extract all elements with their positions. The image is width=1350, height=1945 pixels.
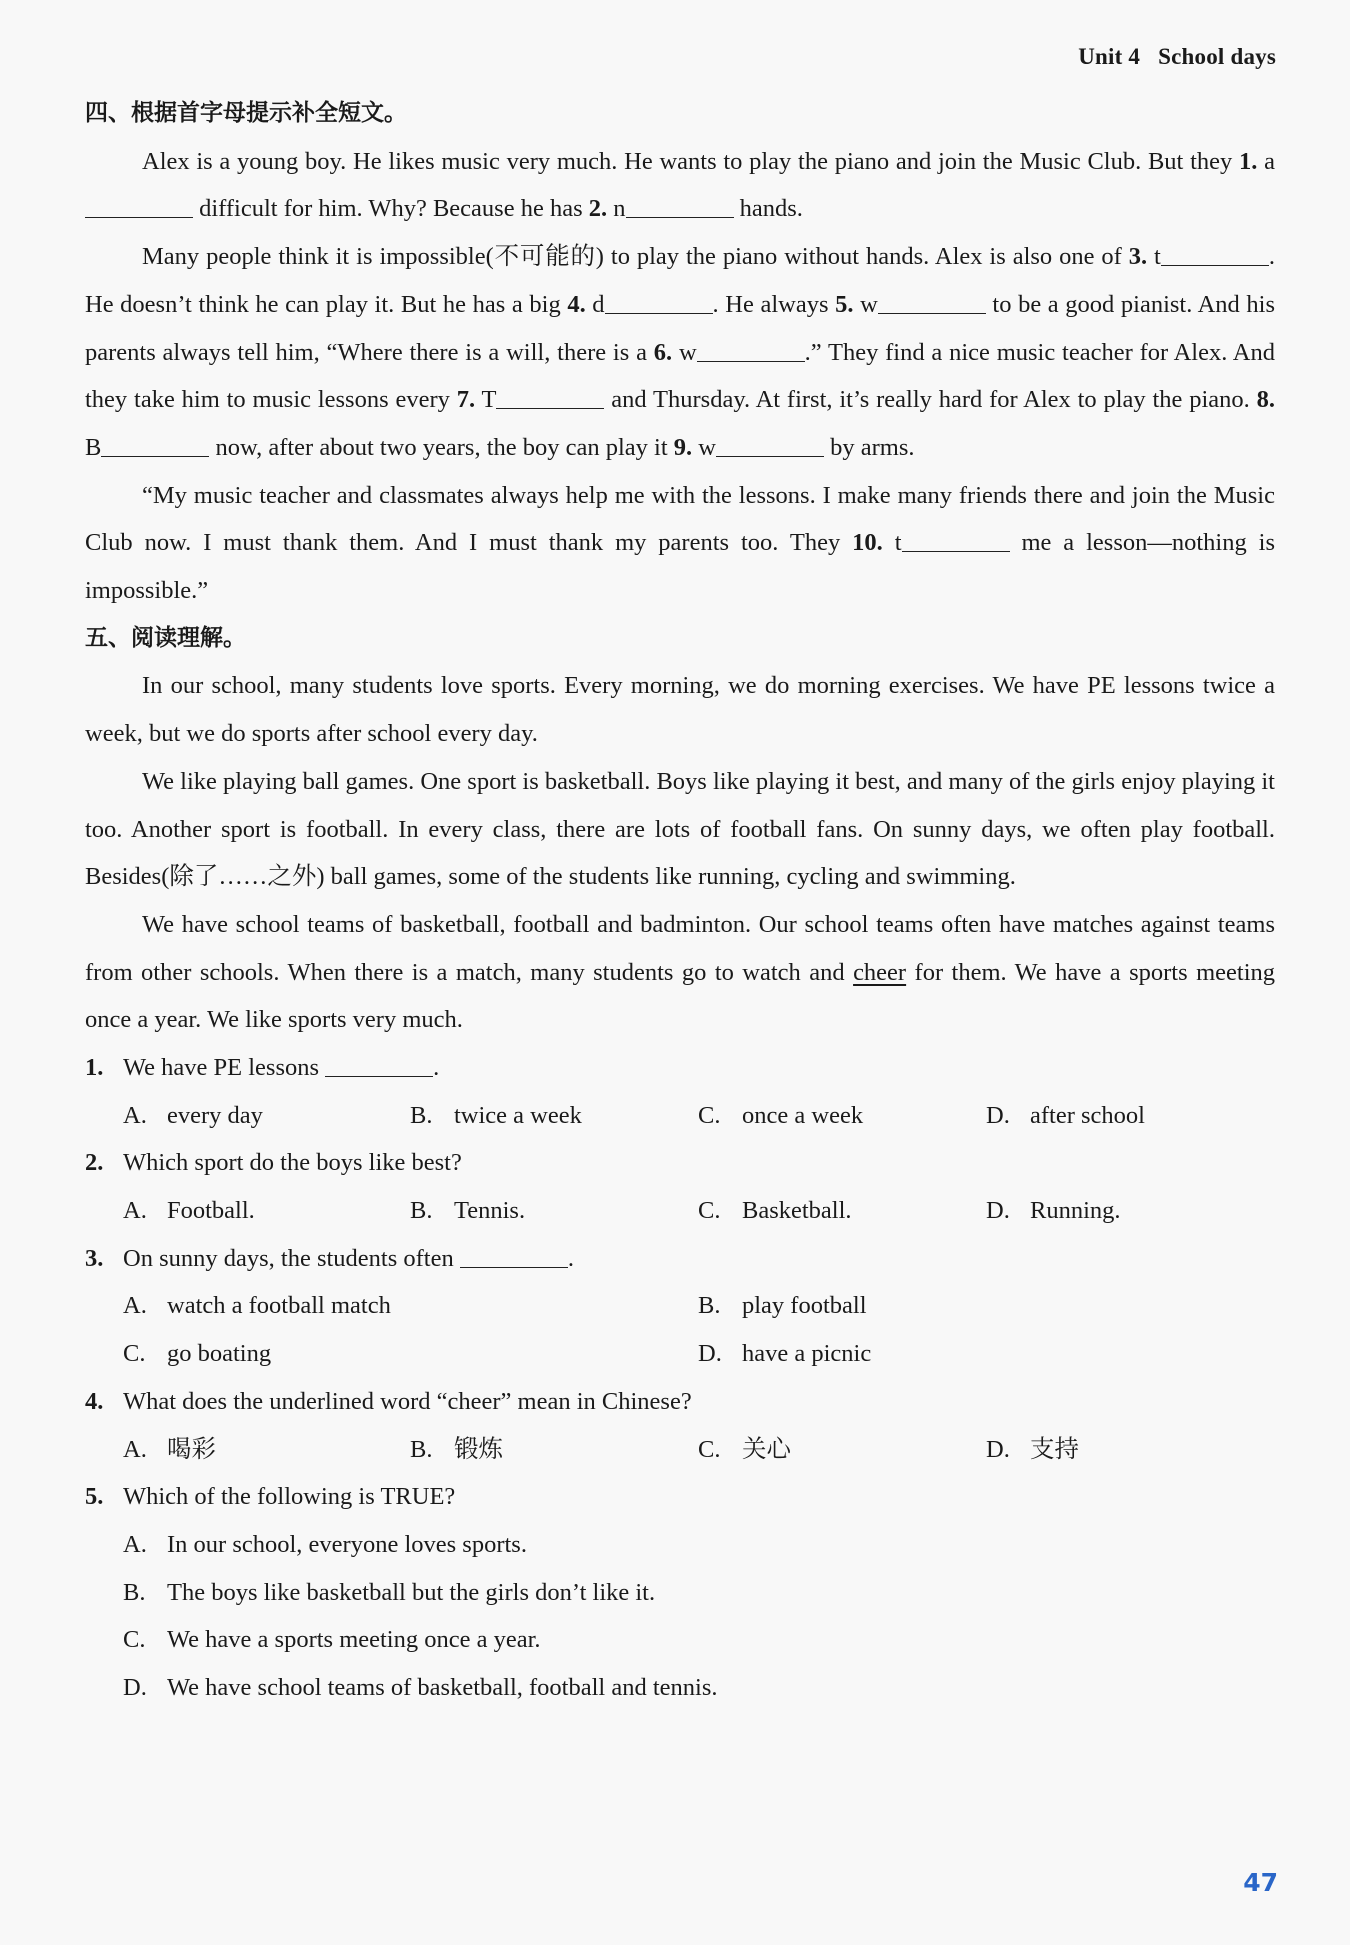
question-number: 3.	[85, 1244, 104, 1272]
unit-label: Unit 4	[1078, 44, 1141, 69]
passage-text: by arms.	[824, 433, 915, 461]
section-4-title: 四、根据首字母提示补全短文。	[85, 100, 407, 126]
options-row	[85, 1330, 1275, 1378]
option-letter: B.	[698, 1292, 721, 1320]
option-text: Basketball.	[742, 1197, 852, 1225]
answer-blank[interactable]	[878, 291, 986, 314]
unit-title: School days	[1158, 44, 1276, 69]
blank-number: 5.	[835, 290, 854, 318]
option-letter: C.	[698, 1197, 721, 1225]
section-4-passage	[85, 138, 1275, 615]
answer-blank[interactable]	[496, 386, 604, 409]
page-number: 47	[1243, 1868, 1278, 1897]
answer-option[interactable]	[123, 1674, 717, 1701]
question-end: .	[433, 1054, 440, 1082]
option-letter: A.	[123, 1197, 147, 1225]
options-row	[85, 1092, 1275, 1140]
option-text: after school	[1030, 1101, 1145, 1129]
answer-option[interactable]	[410, 1092, 582, 1140]
question-text: Which of the following is TRUE?	[123, 1483, 456, 1511]
option-letter: C.	[123, 1626, 146, 1654]
passage-text: In our school, many students love sports. Every morning, we do morning exercises. We have PE lessons twice a week, but we do sports after school every day.	[85, 672, 1275, 748]
option-text: 关心	[742, 1435, 791, 1463]
answer-option[interactable]	[123, 1187, 255, 1235]
answer-option[interactable]	[698, 1092, 863, 1140]
passage-text: “My music teacher and classmates always help me with the lessons. I make many friends there and join the Music Club now. I must thank them. And I must thank my parents too. They	[85, 481, 1275, 557]
answer-blank[interactable]	[626, 195, 734, 218]
passage-text: for them. We have a sports meeting once a year. We like sports very much.	[85, 958, 1275, 1034]
question-stem	[85, 1473, 1275, 1521]
option-text: twice a week	[454, 1101, 582, 1129]
blank-number: 8.	[1256, 386, 1276, 414]
section5-paragraph	[85, 901, 1275, 1044]
option-text: play football	[742, 1292, 867, 1320]
option-text: The boys like basketball but the girls don’t like it.	[167, 1578, 656, 1606]
option-text: every day	[167, 1101, 263, 1129]
blank-number: 4.	[567, 290, 586, 318]
blank-number: 6.	[653, 338, 673, 366]
option-letter: A.	[123, 1530, 147, 1558]
option-letter: C.	[698, 1435, 721, 1463]
section-5-passage	[85, 662, 1275, 1044]
option-letter: B.	[410, 1435, 433, 1463]
passage-text: w	[692, 433, 716, 461]
option-letter: D.	[986, 1101, 1010, 1129]
options-row	[85, 1664, 1275, 1712]
passage-text: n	[607, 195, 626, 223]
option-letter: A.	[123, 1101, 147, 1129]
passage-text: . He always	[712, 290, 836, 318]
option-text: go boating	[167, 1340, 272, 1368]
option-letter: A.	[123, 1292, 147, 1320]
passage-text: .” They find a nice music teacher for Alex. And they take him to music lessons every	[85, 338, 1275, 414]
question-stem	[85, 1044, 1275, 1092]
passage-text: difficult for him. Why? Because he has	[193, 195, 589, 223]
passage-text: a	[1257, 147, 1275, 175]
answer-option[interactable]	[123, 1626, 541, 1653]
answer-blank[interactable]	[697, 339, 805, 362]
answer-option[interactable]	[410, 1187, 525, 1235]
section-5-title: 五、阅读理解。	[85, 624, 246, 651]
answer-blank[interactable]	[1161, 243, 1269, 266]
answer-blank[interactable]	[101, 434, 209, 457]
answer-option[interactable]	[123, 1330, 271, 1378]
section4-paragraph	[85, 472, 1275, 615]
option-text: Running.	[1030, 1197, 1121, 1225]
answer-option[interactable]	[698, 1282, 867, 1330]
question-number: 4.	[85, 1387, 104, 1415]
answer-blank[interactable]	[716, 434, 824, 457]
option-letter: C.	[698, 1101, 721, 1129]
section5-paragraph	[85, 758, 1275, 901]
option-text: once a week	[742, 1101, 864, 1129]
option-text: We have school teams of basketball, football and tennis.	[167, 1673, 718, 1701]
answer-option[interactable]	[698, 1187, 852, 1235]
option-text: 锻炼	[454, 1435, 503, 1463]
answer-blank[interactable]	[325, 1054, 433, 1077]
question-number: 1.	[85, 1054, 104, 1082]
question-number: 2.	[85, 1149, 104, 1177]
option-letter: D.	[986, 1197, 1010, 1225]
answer-option[interactable]	[698, 1330, 871, 1378]
answer-option[interactable]	[123, 1579, 655, 1606]
option-text: have a picnic	[742, 1340, 872, 1368]
option-letter: D.	[986, 1435, 1010, 1463]
passage-text: . He doesn’t think he can play it. But he has a big	[85, 243, 1275, 318]
question-list	[85, 1044, 1275, 1712]
passage-text: Alex is a young boy. He likes music very much. He wants to play the piano and join the Music Club. But they	[142, 147, 1240, 175]
passage-text: w	[853, 290, 878, 318]
section4-paragraph	[85, 233, 1275, 472]
passage-text: d	[585, 290, 605, 318]
options-row	[85, 1282, 1275, 1330]
section5-paragraph	[85, 662, 1275, 757]
option-letter: B.	[410, 1101, 433, 1129]
answer-blank[interactable]	[902, 529, 1010, 552]
blank-number: 1.	[1239, 147, 1258, 175]
option-text: We have a sports meeting once a year.	[167, 1626, 541, 1654]
answer-option[interactable]	[986, 1092, 1145, 1140]
answer-option[interactable]	[123, 1426, 216, 1474]
answer-option[interactable]	[123, 1282, 391, 1330]
passage-text: t	[882, 529, 902, 557]
option-letter: B.	[410, 1197, 433, 1225]
option-text: 喝彩	[167, 1435, 216, 1463]
option-text: 支持	[1030, 1435, 1079, 1463]
question-text: What does the underlined word “cheer” mean in Chinese?	[123, 1387, 692, 1415]
passage-text: We like playing ball games. One sport is basketball. Boys like playing it best, and many of the girls enjoy playing it too. Another sport is football. In every class, there are lots of football fans. On sunny days, we often play football. Besides(除了……之外) ball games, some of the students like running, cycling and swimming.	[85, 767, 1275, 891]
option-text: In our school, everyone loves sports.	[167, 1530, 527, 1558]
options-row	[85, 1569, 1275, 1617]
passage-text: me a lesson—nothing is impossible.”	[85, 529, 1275, 605]
question-number: 5.	[85, 1483, 104, 1511]
option-letter: D.	[698, 1340, 722, 1368]
blank-number: 2.	[588, 195, 608, 223]
options-row	[85, 1426, 1275, 1474]
answer-option[interactable]	[986, 1187, 1121, 1235]
answer-option[interactable]	[123, 1092, 263, 1140]
answer-option[interactable]	[698, 1426, 791, 1474]
passage-text: now, after about two years, the boy can play it	[209, 433, 674, 461]
question-stem	[85, 1235, 1275, 1283]
option-text: Tennis.	[454, 1197, 526, 1225]
question-stem	[85, 1139, 1275, 1187]
answer-option[interactable]	[410, 1426, 503, 1474]
underlined-word: cheer	[853, 958, 907, 986]
passage-text: Many people think it is impossible(不可能的) to play the piano without hands. Alex is also one of	[142, 243, 1129, 271]
passage-text: w	[672, 338, 697, 366]
answer-option[interactable]	[986, 1426, 1079, 1474]
running-header	[1078, 44, 1276, 70]
option-letter: B.	[123, 1578, 146, 1606]
answer-blank[interactable]	[460, 1245, 568, 1268]
content	[85, 90, 1275, 1712]
passage-text: t	[1147, 243, 1161, 271]
blank-number: 7.	[456, 386, 476, 414]
passage-text: T	[475, 386, 497, 414]
question-text: On sunny days, the students often	[123, 1244, 454, 1272]
option-text: Football.	[167, 1197, 255, 1225]
section4-paragraph	[85, 138, 1275, 233]
option-text: watch a football match	[167, 1292, 391, 1320]
passage-text: hands.	[733, 195, 803, 223]
options-row	[85, 1187, 1275, 1235]
option-letter: A.	[123, 1435, 147, 1463]
question-text: We have PE lessons	[123, 1054, 320, 1082]
answer-option[interactable]	[123, 1531, 527, 1558]
question-end: .	[567, 1244, 574, 1272]
options-row	[85, 1616, 1275, 1664]
answer-blank[interactable]	[605, 291, 713, 314]
answer-blank[interactable]	[85, 195, 193, 218]
question-stem	[85, 1378, 1275, 1426]
blank-number: 9.	[673, 433, 693, 461]
question-text: Which sport do the boys like best?	[123, 1149, 462, 1177]
option-letter: C.	[123, 1340, 146, 1368]
passage-text: and Thursday. At first, it’s really hard for Alex to play the piano.	[604, 386, 1257, 414]
blank-number: 3.	[1128, 243, 1148, 271]
passage-text: We have school teams of basketball, football and badminton. Our school teams often have matches against teams from other schools. When there is a match, many students go to watch and	[85, 910, 1275, 986]
blank-number: 10.	[852, 529, 883, 557]
passage-text: to be a good pianist. And his parents always tell him, “Where there is a will, there is a	[85, 290, 1275, 366]
options-row	[85, 1521, 1275, 1569]
passage-text: B	[85, 433, 102, 461]
option-letter: D.	[123, 1673, 147, 1701]
